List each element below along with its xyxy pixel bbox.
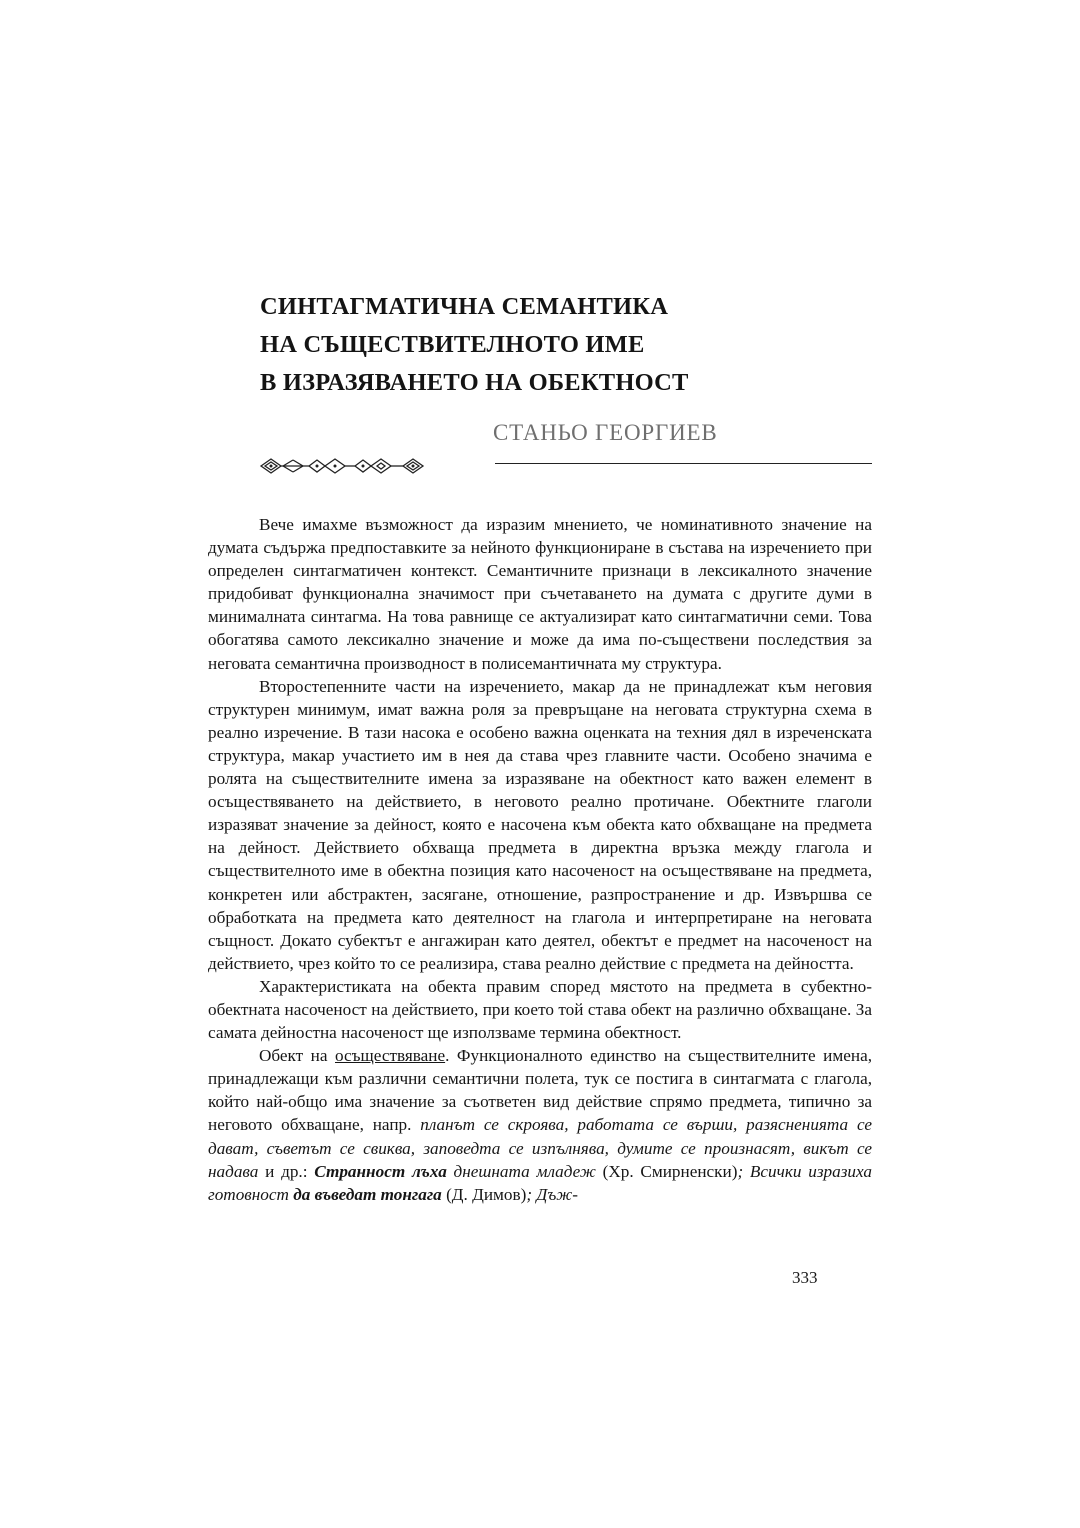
p4-text: Обект на	[259, 1046, 335, 1066]
p4-underlined-term: осъществяване	[335, 1046, 446, 1066]
paragraph-4	[208, 1044, 872, 1206]
author-underline-rule	[495, 463, 872, 464]
p4-text: и др.:	[258, 1161, 315, 1181]
p4-bold-italic-example: да въведат тонгага	[293, 1184, 442, 1204]
paragraph-1: Вече имахме възможност да изразим мнението, че номинативното значение на думата съдържа предпоставките за нейното функциониране в състава на изречението при определен синтагматичен контекст. Семантичните признаци в лексикалното значение придобиват функционална значимост при съчетаването на думата с другите думи в минималната синтагма. На това равнище се актуализират като синтагматични семи. Това обогатява самото лексикално значение и може да има по-съществени последствия за неговата семантична производност в полисемантичната му структура.	[208, 515, 872, 673]
author-name: СТАНЬО ГЕОРГИЕВ	[493, 420, 718, 445]
p4-bold-italic-example: Странност лъха	[314, 1161, 447, 1181]
title-line-3: В ИЗРАЗЯВАНЕТО НА ОБЕКТНОСТ	[260, 369, 689, 396]
title-line-1: СИНТАГМАТИЧНА СЕМАНТИКА	[260, 293, 669, 320]
p4-citation: (Д. Димов)	[441, 1184, 527, 1204]
p4-italic-examples: планът се скроява, работата се върши, разясненията се дават, съветът се свиква, заповедта се изпълнява, думите се произнасят, викът се надава	[208, 1115, 872, 1181]
title-line-2: НА СЪЩЕСТВИТЕЛНОТО ИМЕ	[260, 331, 645, 358]
p4-text: . Функционалното единство на съществителните имена, принадлежащи към различни семантични полета, тук се постига в синтагмата с глагола, който най-общо има значение за съответен вид действие спрямо предмета, типично за неговото обхващане, напр.	[208, 1046, 872, 1135]
article-title	[260, 288, 880, 402]
page-number: 333	[792, 1268, 818, 1287]
article-body	[208, 513, 872, 1206]
p4-italic-example: ; Всички изразиха готовност	[208, 1161, 873, 1204]
paragraph-2: Второстепенните части на изречението, макар да не принадлежат към неговия структурен минимум, имат важна роля за превръщане на неговата структурна схема в реално изречение. В тази насока е особено важна оценката на техния дял в изреченската структура, макар участието им в нея да става чрез главните части. Особено значима е ролята на съществителните имена за изразяване на обектност като важен елемент в осъществяването на действието, в неговото реално протичане. Обектните глаголи изразяват значение за дейност, която е насочена към обекта като обхващане на предмета на дейност. Действието обхваща предмета в директна връзка между глагола и съществителното име в обектна позиция като насоченост на осъществяване на предмета, конкретен или абстрактен, засягане, отношение, разпространение и др. Извършва се обработката на предмета като деятелност на глагола и интерпретиране на неговата същност. Докато субектът е ангажиран като деятел, обектът е предмет на насоченост на действието, чрез който то се реализира, става реално действие с предмета на дейността.	[208, 676, 872, 973]
p4-italic-example: днешната младеж	[446, 1161, 596, 1181]
p4-italic-example: ; Дъж-	[526, 1184, 578, 1204]
decorative-ornament-icon	[259, 455, 425, 477]
paragraph-3: Характеристиката на обекта правим според мястото на предмета в субектно-обектната насоченост на действието, при което той става обект на различно обхващане. За самата дейностна насоченост ще използваме термина обектност.	[208, 976, 872, 1043]
p4-citation: (Хр. Смирненски)	[595, 1161, 738, 1181]
